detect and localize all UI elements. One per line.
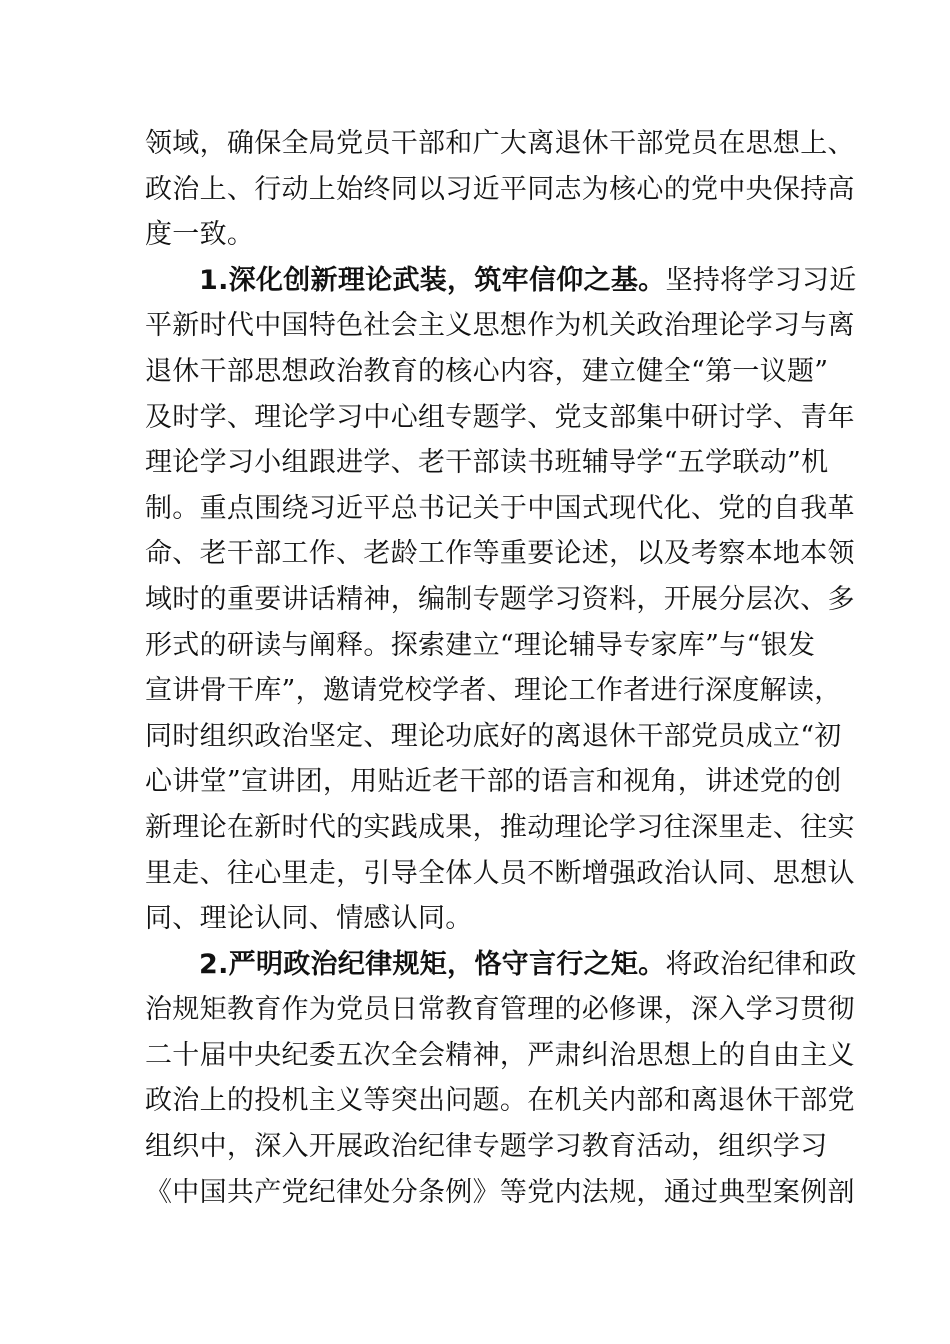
document-body [145,121,857,1215]
text-line: 制。重点围绕习近平总书记关于中国式现代化、党的自我革 [145,492,855,524]
text-line: 政治上、行动上始终同以习近平同志为核心的党中央保持高 [145,173,855,205]
text-line: 政治上的投机主义等突出问题。在机关内部和离退休干部党 [145,1085,855,1117]
paragraph-first-line [145,942,857,988]
text-line: 领域，确保全局党员干部和广大离退休干部党员在思想上、 [145,128,855,159]
text-line: 同时组织政治坚定、理论功底好的离退休干部党员成立“初 [145,720,842,752]
text-line: 里走、往心里走，引导全体人员不断增强政治认同、思想认 [145,857,855,889]
text-line: 治规矩教育作为党员日常教育管理的必修课，深入学习贯彻 [145,994,855,1026]
text-line: 度一致。 [145,219,255,251]
text-line: 理论学习小组跟进学、老干部读书班辅导学“五学联动”机 [145,447,829,479]
text-line: 心讲堂”宣讲团，用贴近老干部的语言和视角，讲述党的创 [145,766,842,798]
text-line: 同、理论认同、情感认同。 [145,903,473,935]
text-line: 组织中，深入开展政治纪律专题学习教育活动，组织学习 [145,1131,828,1163]
text-line: 域时的重要讲话精神，编制专题学习资料，开展分层次、多 [145,583,855,615]
text-line: 新理论在新时代的实践成果，推动理论学习往深里走、往实 [145,811,855,843]
text-line: 二十届中央纪委五次全会精神，严肃纠治思想上的自由主义 [145,1039,855,1071]
text-fragment: 将政治纪律和政 [665,948,857,980]
text-line: 及时学、理论学习中心组专题学、党支部集中研讨学、青年 [145,401,855,433]
text-fragment: 坚持将学习习近 [665,264,857,296]
paragraph-1 [145,258,857,942]
text-line: 形式的研读与阐释。探索建立“理论辅导专家库”与“银发 [145,629,816,661]
text-line: 平新时代中国特色社会主义思想作为机关政治理论学习与离 [145,310,855,342]
paragraph-first-line [145,258,857,304]
section-heading-1: 1.深化创新理论武装，筑牢信仰之基。 [199,264,666,296]
text-line: 宣讲骨干库”，邀请党校学者、理论工作者进行深度解读， [145,675,842,707]
paragraph-2 [145,942,857,1216]
section-heading-2: 2.严明政治纪律规矩，恪守言行之矩。 [199,948,666,980]
text-line: 《中国共产党纪律处分条例》等党内法规，通过典型案例剖 [145,1176,855,1208]
paragraph-intro [145,121,855,258]
text-line: 退休干部思想政治教育的核心内容，建立健全“第一议题” [145,355,829,387]
text-line: 命、老干部工作、老龄工作等重要论述，以及考察本地本领 [145,538,855,570]
